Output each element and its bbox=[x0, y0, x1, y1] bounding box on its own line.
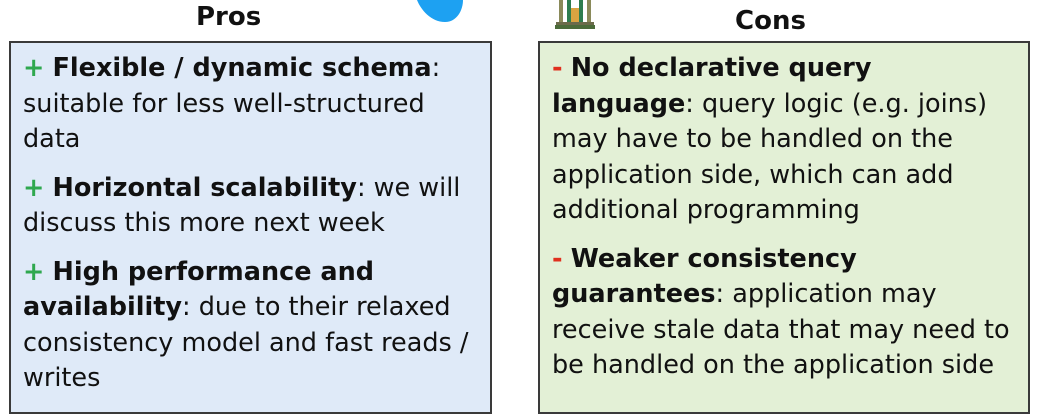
pros-item-horizontal-scalability bbox=[23, 171, 478, 242]
pros-item-text: : suitable for less well-structured data bbox=[23, 53, 441, 154]
minus-sign: - bbox=[552, 53, 563, 83]
cons-item-text: : query logic (e.g. joins) may have to be handled on the application side, which can add additional programming bbox=[552, 88, 988, 225]
pros-item-text: : due to their relaxed consistency model and fast reads / writes bbox=[23, 292, 469, 393]
pros-panel bbox=[9, 41, 492, 414]
minus-sign: - bbox=[552, 243, 563, 274]
pros-heading: Pros bbox=[196, 2, 262, 32]
plus-sign: + bbox=[23, 172, 45, 203]
twitter-bird-icon bbox=[415, 0, 465, 30]
pros-item-text: : we will discuss this more next week bbox=[23, 172, 461, 238]
classical-building-icon bbox=[555, 0, 595, 30]
pros-item-title: Flexible / dynamic schema bbox=[52, 53, 432, 83]
pros-item-title: Horizontal scalability bbox=[52, 172, 357, 203]
cons-item-title: No declarative query language bbox=[552, 53, 872, 119]
cons-item-weaker-consistency bbox=[552, 242, 1016, 384]
cons-item-text: : application may receive stale data that may need to be handled on the application side bbox=[552, 279, 1010, 380]
cons-item-no-declarative-query bbox=[552, 51, 1016, 229]
pros-item-high-performance bbox=[23, 255, 478, 397]
plus-sign: + bbox=[23, 256, 45, 287]
pros-item-flexible-schema bbox=[23, 51, 478, 158]
pros-item-title: High performance and availability bbox=[23, 256, 374, 322]
plus-sign: + bbox=[23, 53, 45, 83]
cons-heading: Cons bbox=[735, 6, 806, 36]
cons-panel bbox=[538, 41, 1030, 414]
cons-item-title: Weaker consistency guarantees bbox=[552, 243, 857, 309]
